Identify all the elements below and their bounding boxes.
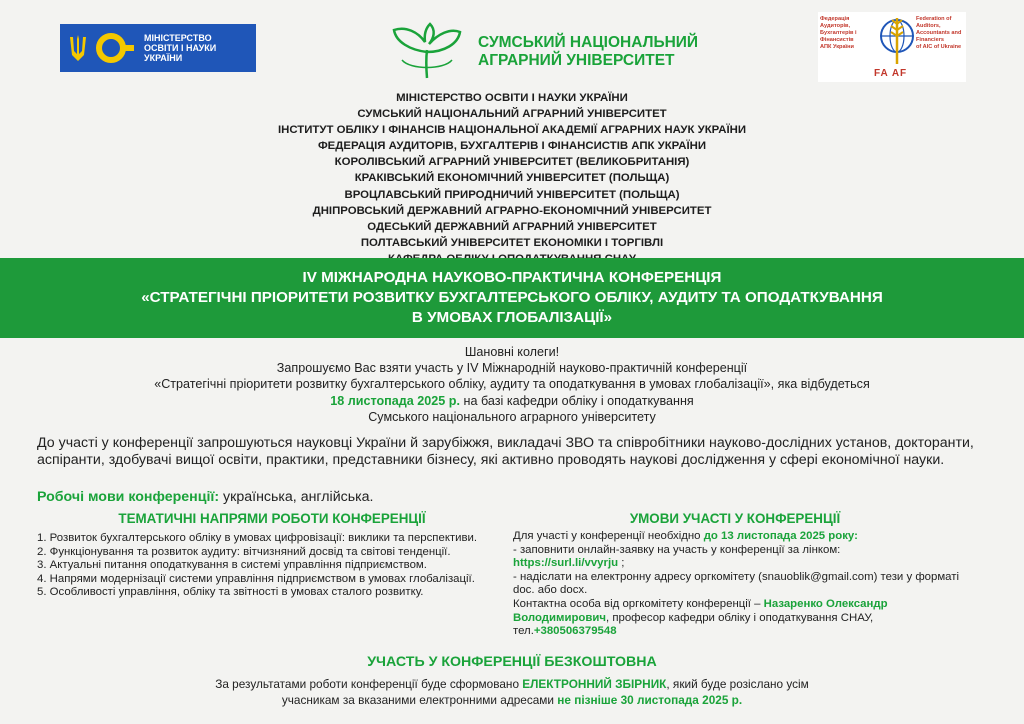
proceedings-text: , який буде розіслано усім xyxy=(666,677,809,691)
registration-deadline: до 13 листопада 2025 року: xyxy=(703,530,858,542)
proceedings-line xyxy=(120,692,904,708)
registration-link[interactable]: https://surl.li/vvyrju xyxy=(513,557,619,570)
globe-wheat-icon xyxy=(878,14,916,68)
snau-name-line: СУМСЬКИЙ НАЦІОНАЛЬНИЙ xyxy=(478,34,699,51)
conference-date: 18 листопада 2025 р. xyxy=(330,393,460,408)
faaf-line: of AIC of Ukraine xyxy=(916,44,962,50)
faaf-line: Auditors, xyxy=(916,23,941,29)
faaf-line: Financiers xyxy=(916,37,944,43)
ministry-logo-line: МІНІСТЕРСТВО xyxy=(144,33,212,43)
organizer-item: МІНІСТЕРСТВО ОСВІТИ І НАУКИ УКРАЇНИ xyxy=(396,92,628,104)
faaf-line: Федерація xyxy=(820,16,850,22)
phone-number[interactable]: +380506379548 xyxy=(533,625,617,638)
languages-label: Робочі мови конференції: xyxy=(37,489,220,505)
phone-line xyxy=(513,625,983,639)
organizer-item: ПОЛТАВСЬКИЙ УНІВЕРСИТЕТ ЕКОНОМІКИ І ТОРГІВЛІ xyxy=(360,236,664,249)
invitation-date-line xyxy=(60,393,964,409)
conditions-intro: Для участі у конференції необхідно xyxy=(513,530,704,542)
snau-name xyxy=(478,34,738,70)
registration-link-line xyxy=(513,557,983,571)
proceedings-deadline: не пізніше 30 листопада 2025 р. xyxy=(557,693,743,707)
greeting: Шановні колеги! xyxy=(464,345,560,359)
conditions-intro-line xyxy=(513,530,983,544)
faaf-line: Фінансистів xyxy=(820,37,854,43)
condition-item: - надіслати на електронну адресу оргкомітету (snauoblik@gmail.com) тези у форматі doc. або docx. xyxy=(513,570,960,597)
invitation-line: Запрошуємо Вас взяти участь у IV Міжнародній науково-практичній конференції xyxy=(276,361,748,376)
invitation-line: «Стратегічні пріоритети розвитку бухгалтерського обліку, аудиту та оподаткування в умовах глобалізації», яка відбудеться xyxy=(154,377,870,392)
proceedings-highlight: ЕЛЕКТРОННИЙ ЗБІРНИК xyxy=(522,677,667,691)
organizer-item: ОДЕСЬКИЙ ДЕРЖАВНИЙ АГРАРНИЙ УНІВЕРСИТЕТ xyxy=(367,220,657,233)
organizer-item: КРАКІВСЬКИЙ ЕКОНОМІЧНИЙ УНІВЕРСИТЕТ (ПОЛЬЩА) xyxy=(354,172,670,185)
languages-line xyxy=(37,489,637,506)
faaf-line: Аудиторів, xyxy=(820,23,851,29)
participants-paragraph: До участі у конференції запрошуються науковці України й зарубіжжя, викладачі ЗВО та співробітники науково-дослідних установ, докторанти, аспіранти, здобувачі вищої освіти, практики, представники бізнесу, які активно проводять наукові дослідження у сфері економічної науки. xyxy=(37,435,974,468)
faaf-line: Federation of xyxy=(916,16,952,22)
contact-line xyxy=(513,598,983,625)
conference-title-line: «СТРАТЕГІЧНІ ПРІОРИТЕТИ РОЗВИТКУ БУХГАЛТЕРСЬКОГО ОБЛІКУ, АУДИТУ ТА ОПОДАТКУВАННЯ xyxy=(141,289,883,306)
ministry-logo-line: УКРАЇНИ xyxy=(144,53,183,63)
trident-icon xyxy=(68,33,88,63)
conference-title-line: В УМОВАХ ГЛОБАЛІЗАЦІЇ» xyxy=(411,309,613,326)
faaf-name-en xyxy=(916,16,966,51)
faaf-abbrev: FA AF xyxy=(874,68,908,79)
ministry-logo xyxy=(60,24,256,72)
faaf-line: АПК України xyxy=(820,44,854,50)
proceedings-notice xyxy=(120,676,904,708)
ministry-logo-text xyxy=(144,33,216,63)
organizer-item: ВРОЦЛАВСЬКИЙ ПРИРОДНИЧИЙ УНІВЕРСИТЕТ (ПОЛЬЩА) xyxy=(344,188,680,201)
proceedings-text: учасникам за вказаними електронними адресами xyxy=(281,693,558,707)
organizer-item: КОРОЛІВСЬКИЙ АГРАРНИЙ УНІВЕРСИТЕТ (ВЕЛИКОБРИТАНІЯ) xyxy=(334,156,690,169)
organizer-item: ДНІПРОВСЬКИЙ ДЕРЖАВНИЙ АГРАРНО-ЕКОНОМІЧНИЙ УНІВЕРСИТЕТ xyxy=(312,204,712,217)
organizers-list xyxy=(200,90,824,267)
topic-item: 3. Актуальні питання оподаткування в системі управління підприємством. xyxy=(37,559,427,572)
link-after: ; xyxy=(618,557,625,570)
topic-item: 4. Напрями модернізації системи управління підприємством в умовах глобалізації. xyxy=(37,572,475,585)
topics-heading: ТЕМАТИЧНІ НАПРЯМИ РОБОТИ КОНФЕРЕНЦІЇ xyxy=(118,511,426,526)
topic-item: 1. Розвиток бухгалтерського обліку в умовах цифровізації: виклики та перспективи. xyxy=(37,532,478,544)
contact-intro: Контактна особа від оргкомітету конференції – xyxy=(513,597,764,610)
condition-item: - заповнити онлайн-заявку на участь у конференції за лінком: xyxy=(513,543,841,556)
faaf-line: Бухгалтерів і xyxy=(820,30,857,36)
proceedings-line xyxy=(120,676,904,692)
topic-item: 2. Функціонування та розвиток аудиту: вітчизняний досвід та світові тенденції. xyxy=(37,545,451,558)
topics-list xyxy=(37,532,487,600)
faaf-name-ua xyxy=(820,16,878,51)
invitation xyxy=(60,344,964,425)
snau-name-line: АГРАРНИЙ УНІВЕРСИТЕТ xyxy=(478,52,675,69)
conference-title-band xyxy=(0,258,1024,338)
faaf-logo xyxy=(818,12,966,82)
languages-value: українська, англійська. xyxy=(219,489,374,505)
mon-o-icon xyxy=(96,33,126,63)
free-participation-notice: УЧАСТЬ У КОНФЕРЕНЦІЇ БЕЗКОШТОВНА xyxy=(367,654,657,670)
topic-item: 5. Особливості управління, обліку та звітності в умовах сталого розвитку. xyxy=(37,586,424,599)
conference-title-line: IV МІЖНАРОДНА НАУКОВО-ПРАКТИЧНА КОНФЕРЕНЦІЯ xyxy=(302,269,722,286)
invitation-line: Сумського національного аграрного університету xyxy=(368,409,656,424)
organizer-item: СУМСЬКИЙ НАЦІОНАЛЬНИЙ АГРАРНИЙ УНІВЕРСИТЕТ xyxy=(357,108,667,121)
contact-name: Назаренко Олександр Володимирович xyxy=(513,597,888,624)
ministry-logo-line: ОСВІТИ І НАУКИ xyxy=(144,43,217,53)
faaf-line: Accountants and xyxy=(916,30,962,36)
contact-role: , професор кафедри обліку і оподаткування СНАУ, xyxy=(606,611,874,624)
organizer-item: ІНСТИТУТ ОБЛІКУ І ФІНАНСІВ НАЦІОНАЛЬНОЇ АКАДЕМІЇ АГРАРНИХ НАУК УКРАЇНИ xyxy=(277,124,747,137)
snau-emblem-icon xyxy=(388,20,466,82)
proceedings-text: За результатами роботи конференції буде сформовано xyxy=(215,677,523,691)
organizer-item: ФЕДЕРАЦІЯ АУДИТОРІВ, БУХГАЛТЕРІВ І ФІНАНСИСТІВ АПК УКРАЇНИ xyxy=(317,140,707,153)
conditions-heading: УМОВИ УЧАСТІ У КОНФЕРЕНЦІЇ xyxy=(629,511,841,526)
phone-label: тел. xyxy=(513,625,534,638)
conditions-block xyxy=(513,530,983,639)
invitation-line-rest: на базі кафедри обліку і оподаткування xyxy=(460,393,694,408)
